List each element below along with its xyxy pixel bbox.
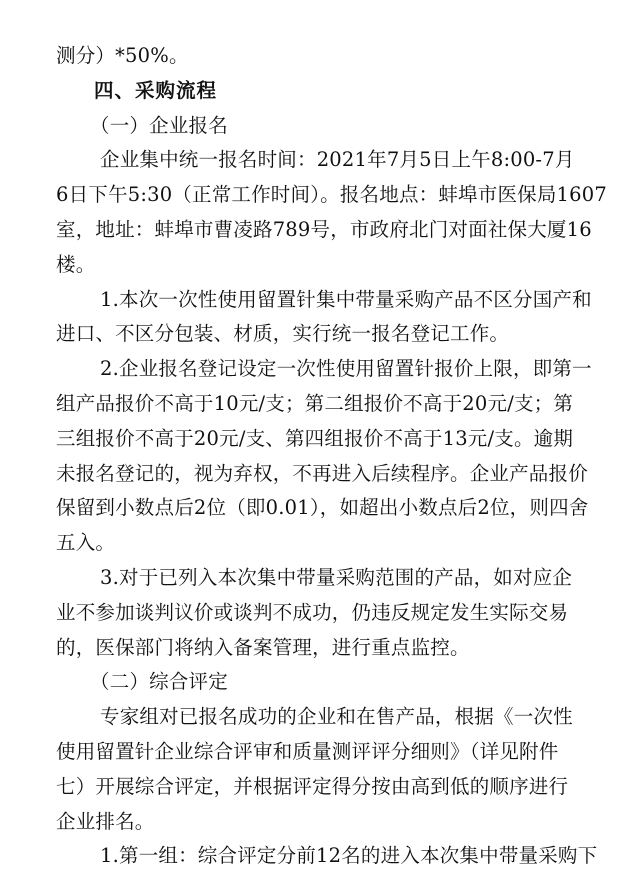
text-line: 3.对于已列入本次集中带量采购范围的产品，如对应企 bbox=[100, 566, 573, 589]
text-line: 组产品报价不高于10元/支；第二组报价不高于20元/支；第 bbox=[56, 392, 574, 415]
text-line: 室，地址：蚌埠市曹凌路789号，市政府北门对面社保大厦16 bbox=[56, 218, 592, 241]
text-line: 使用留置针企业综合评审和质量测评评分细则》（详见附件 bbox=[56, 740, 559, 763]
text-line: 七）开展综合评定，并根据评定得分按由高到低的顺序进行 bbox=[56, 774, 569, 798]
text-line: 楼。 bbox=[56, 252, 96, 276]
text-line: 1.本次一次性使用留置针集中带量采购产品不区分国产和 bbox=[100, 287, 592, 311]
text-line: 业不参加谈判议价或谈判不成功，仍违反规定发生实际交易 bbox=[56, 600, 569, 624]
subsection-heading: （一）企业报名 bbox=[90, 113, 228, 137]
text-line: 2.企业报名登记设定一次性使用留置针报价上限，即第一 bbox=[100, 357, 592, 381]
text-line: 五入。 bbox=[56, 531, 116, 555]
subsection-heading: （二）综合评定 bbox=[90, 670, 228, 694]
text-line: 1.第一组：综合评定分前12名的进入本次集中带量采购下 bbox=[100, 844, 598, 868]
text-line: 企业排名。 bbox=[56, 809, 155, 833]
text-line: 保留到小数点后2位（即0.01），如超出小数点后2位，则四舍 bbox=[56, 496, 589, 520]
text-line: 企业集中统一报名时间：2021年7月5日上午8:00-7月 bbox=[100, 148, 575, 172]
text-line: 进口、不区分包装、材质，实行统一报名登记工作。 bbox=[56, 322, 510, 346]
text-line: 未报名登记的，视为弃权，不再进入后续程序。企业产品报价 bbox=[56, 461, 588, 485]
text-line: 的，医保部门将纳入备案管理，进行重点监控。 bbox=[56, 635, 470, 659]
text-line: 专家组对已报名成功的企业和在售产品，根据《一次性 bbox=[100, 705, 573, 729]
text-line: 6日下午5:30（正常工作时间）。报名地点：蚌埠市医保局1607 bbox=[56, 183, 607, 207]
text-line: 三组报价不高于20元/支、第四组报价不高于13元/支。逾期 bbox=[56, 426, 574, 450]
text-line: 测分）*50%。 bbox=[56, 44, 189, 67]
section-heading: 四、采购流程 bbox=[94, 78, 218, 102]
